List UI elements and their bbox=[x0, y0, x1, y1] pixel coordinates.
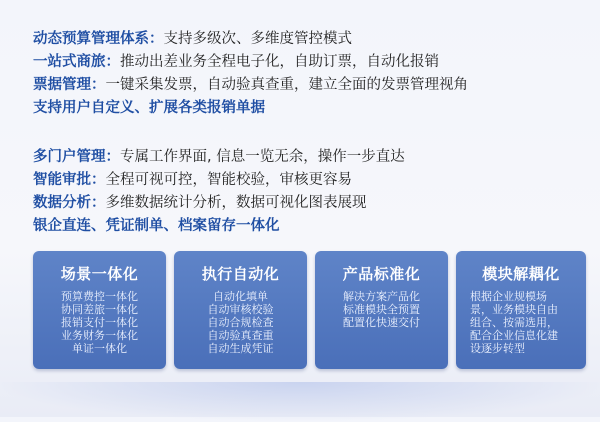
card-scene-integration bbox=[33, 251, 166, 369]
card-line: 单证一体化 bbox=[72, 342, 127, 355]
card-line: 配合企业信息化建 bbox=[470, 329, 558, 342]
card-line: 业务财务一体化 bbox=[61, 329, 138, 342]
feature-portal: 多门户管理：专属工作界面, 信息一览无余，操作一步直达 bbox=[33, 149, 405, 165]
card-title: 产品标准化 bbox=[342, 265, 421, 283]
card-line: 自动验真查重 bbox=[207, 329, 274, 342]
card-title: 场景一体化 bbox=[60, 265, 139, 283]
card-line: 景，业务模块自由 bbox=[470, 303, 558, 316]
card-line: 预算费控一体化 bbox=[61, 290, 138, 303]
feature-budget: 动态预算管理体系：支持多级次、多维度管控模式 bbox=[33, 31, 352, 47]
feature-travel: 一站式商旅：推动出差业务全程电子化，自助订票，自动化报销 bbox=[33, 54, 439, 70]
card-line: 根据企业规模场 bbox=[470, 290, 547, 303]
card-line: 协同差旅一体化 bbox=[61, 303, 138, 316]
floor-glow bbox=[0, 382, 600, 422]
card-line: 解决方案产品化 bbox=[343, 290, 420, 303]
capability-cards bbox=[18, 251, 586, 371]
card-module-decoupling bbox=[456, 251, 586, 369]
card-title: 模块解耦化 bbox=[482, 265, 560, 283]
card-title: 执行自动化 bbox=[201, 265, 280, 283]
card-line: 自动化填单 bbox=[213, 290, 268, 303]
card-line: 设逐步转型 bbox=[470, 342, 525, 355]
card-product-standardization bbox=[315, 251, 448, 369]
card-line: 组合、按需选用， bbox=[470, 316, 558, 329]
card-line: 自动合规检查 bbox=[207, 316, 274, 329]
card-line: 配置化快速交付 bbox=[343, 316, 420, 329]
feature-invoice: 票据管理：一键采集发票，自动验真查重，建立全面的发票管理视角 bbox=[33, 77, 468, 93]
card-line: 自动审核校验 bbox=[207, 303, 274, 316]
card-execution-automation bbox=[174, 251, 307, 369]
card-body bbox=[182, 290, 299, 355]
card-body bbox=[323, 290, 440, 329]
feature-analytics: 数据分析：多维数据统计分析，数据可视化图表展现 bbox=[33, 195, 367, 211]
card-line: 标准模块全预置 bbox=[343, 303, 420, 316]
card-body bbox=[470, 290, 576, 355]
card-line: 报销支付一体化 bbox=[61, 316, 138, 329]
feature-bank-link: 银企直连、凭证制单、档案留存一体化 bbox=[33, 218, 280, 234]
card-line: 自动生成凭证 bbox=[207, 342, 274, 355]
feature-approval: 智能审批：全程可视可控，智能校验，审核更容易 bbox=[33, 172, 352, 188]
card-body bbox=[41, 290, 158, 355]
feature-custom-forms: 支持用户自定义、扩展各类报销单据 bbox=[33, 100, 265, 116]
